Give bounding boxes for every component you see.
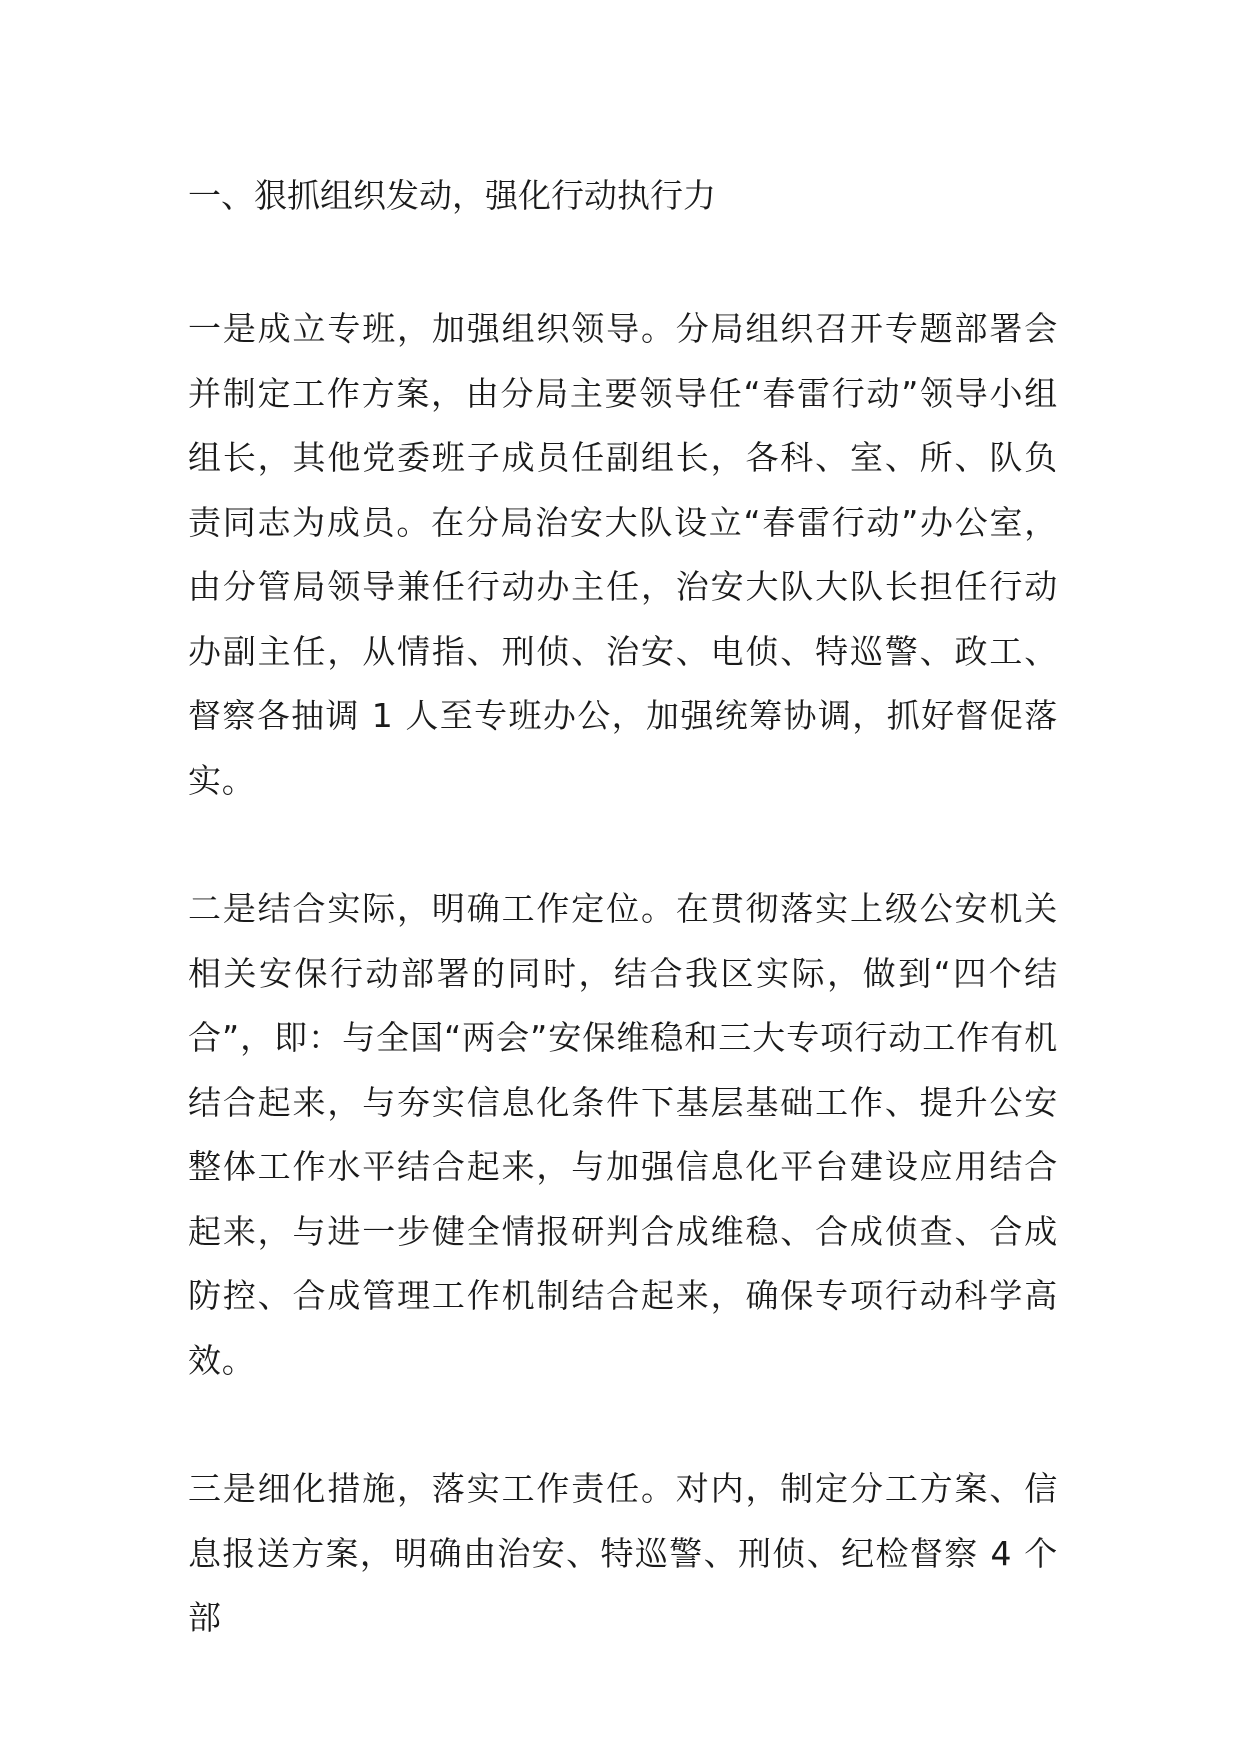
paragraph-1: 一是成立专班，加强组织领导。分局组织召开专题部署会并制定工作方案，由分局主要领导任“春雷行动”领导小组组长，其他党委班子成员任副组长，各科、室、所、队负责同志为成员。在分局治安大队设立“春雷行动”办公室，由分管局领导兼任行动办主任，治安大队大队长担任行动办副主任，从情指、刑侦、治安、电侦、特巡警、政工、督察各抽调 1 人至专班办公，加强统筹协调，抓好督促落实。 xyxy=(188,309,1058,800)
section-heading: 一、狠抓组织发动，强化行动执行力 xyxy=(188,176,716,215)
paragraph-2: 二是结合实际，明确工作定位。在贯彻落实上级公安机关相关安保行动部署的同时，结合我区实际，做到“四个结合”，即：与全国“两会”安保维稳和三大专项行动工作有机结合起来，与夯实信息化条件下基层基础工作、提升公安整体工作水平结合起来，与加强信息化平台建设应用结合起来，与进一步健全情报研判合成维稳、合成侦查、合成防控、合成管理工作机制结合起来，确保专项行动科学高效。 xyxy=(188,889,1058,1380)
paragraph-3: 三是细化措施，落实工作责任。对内，制定分工方案、信息报送方案，明确由治安、特巡警、刑侦、纪检督察 4 个部 xyxy=(188,1469,1058,1637)
